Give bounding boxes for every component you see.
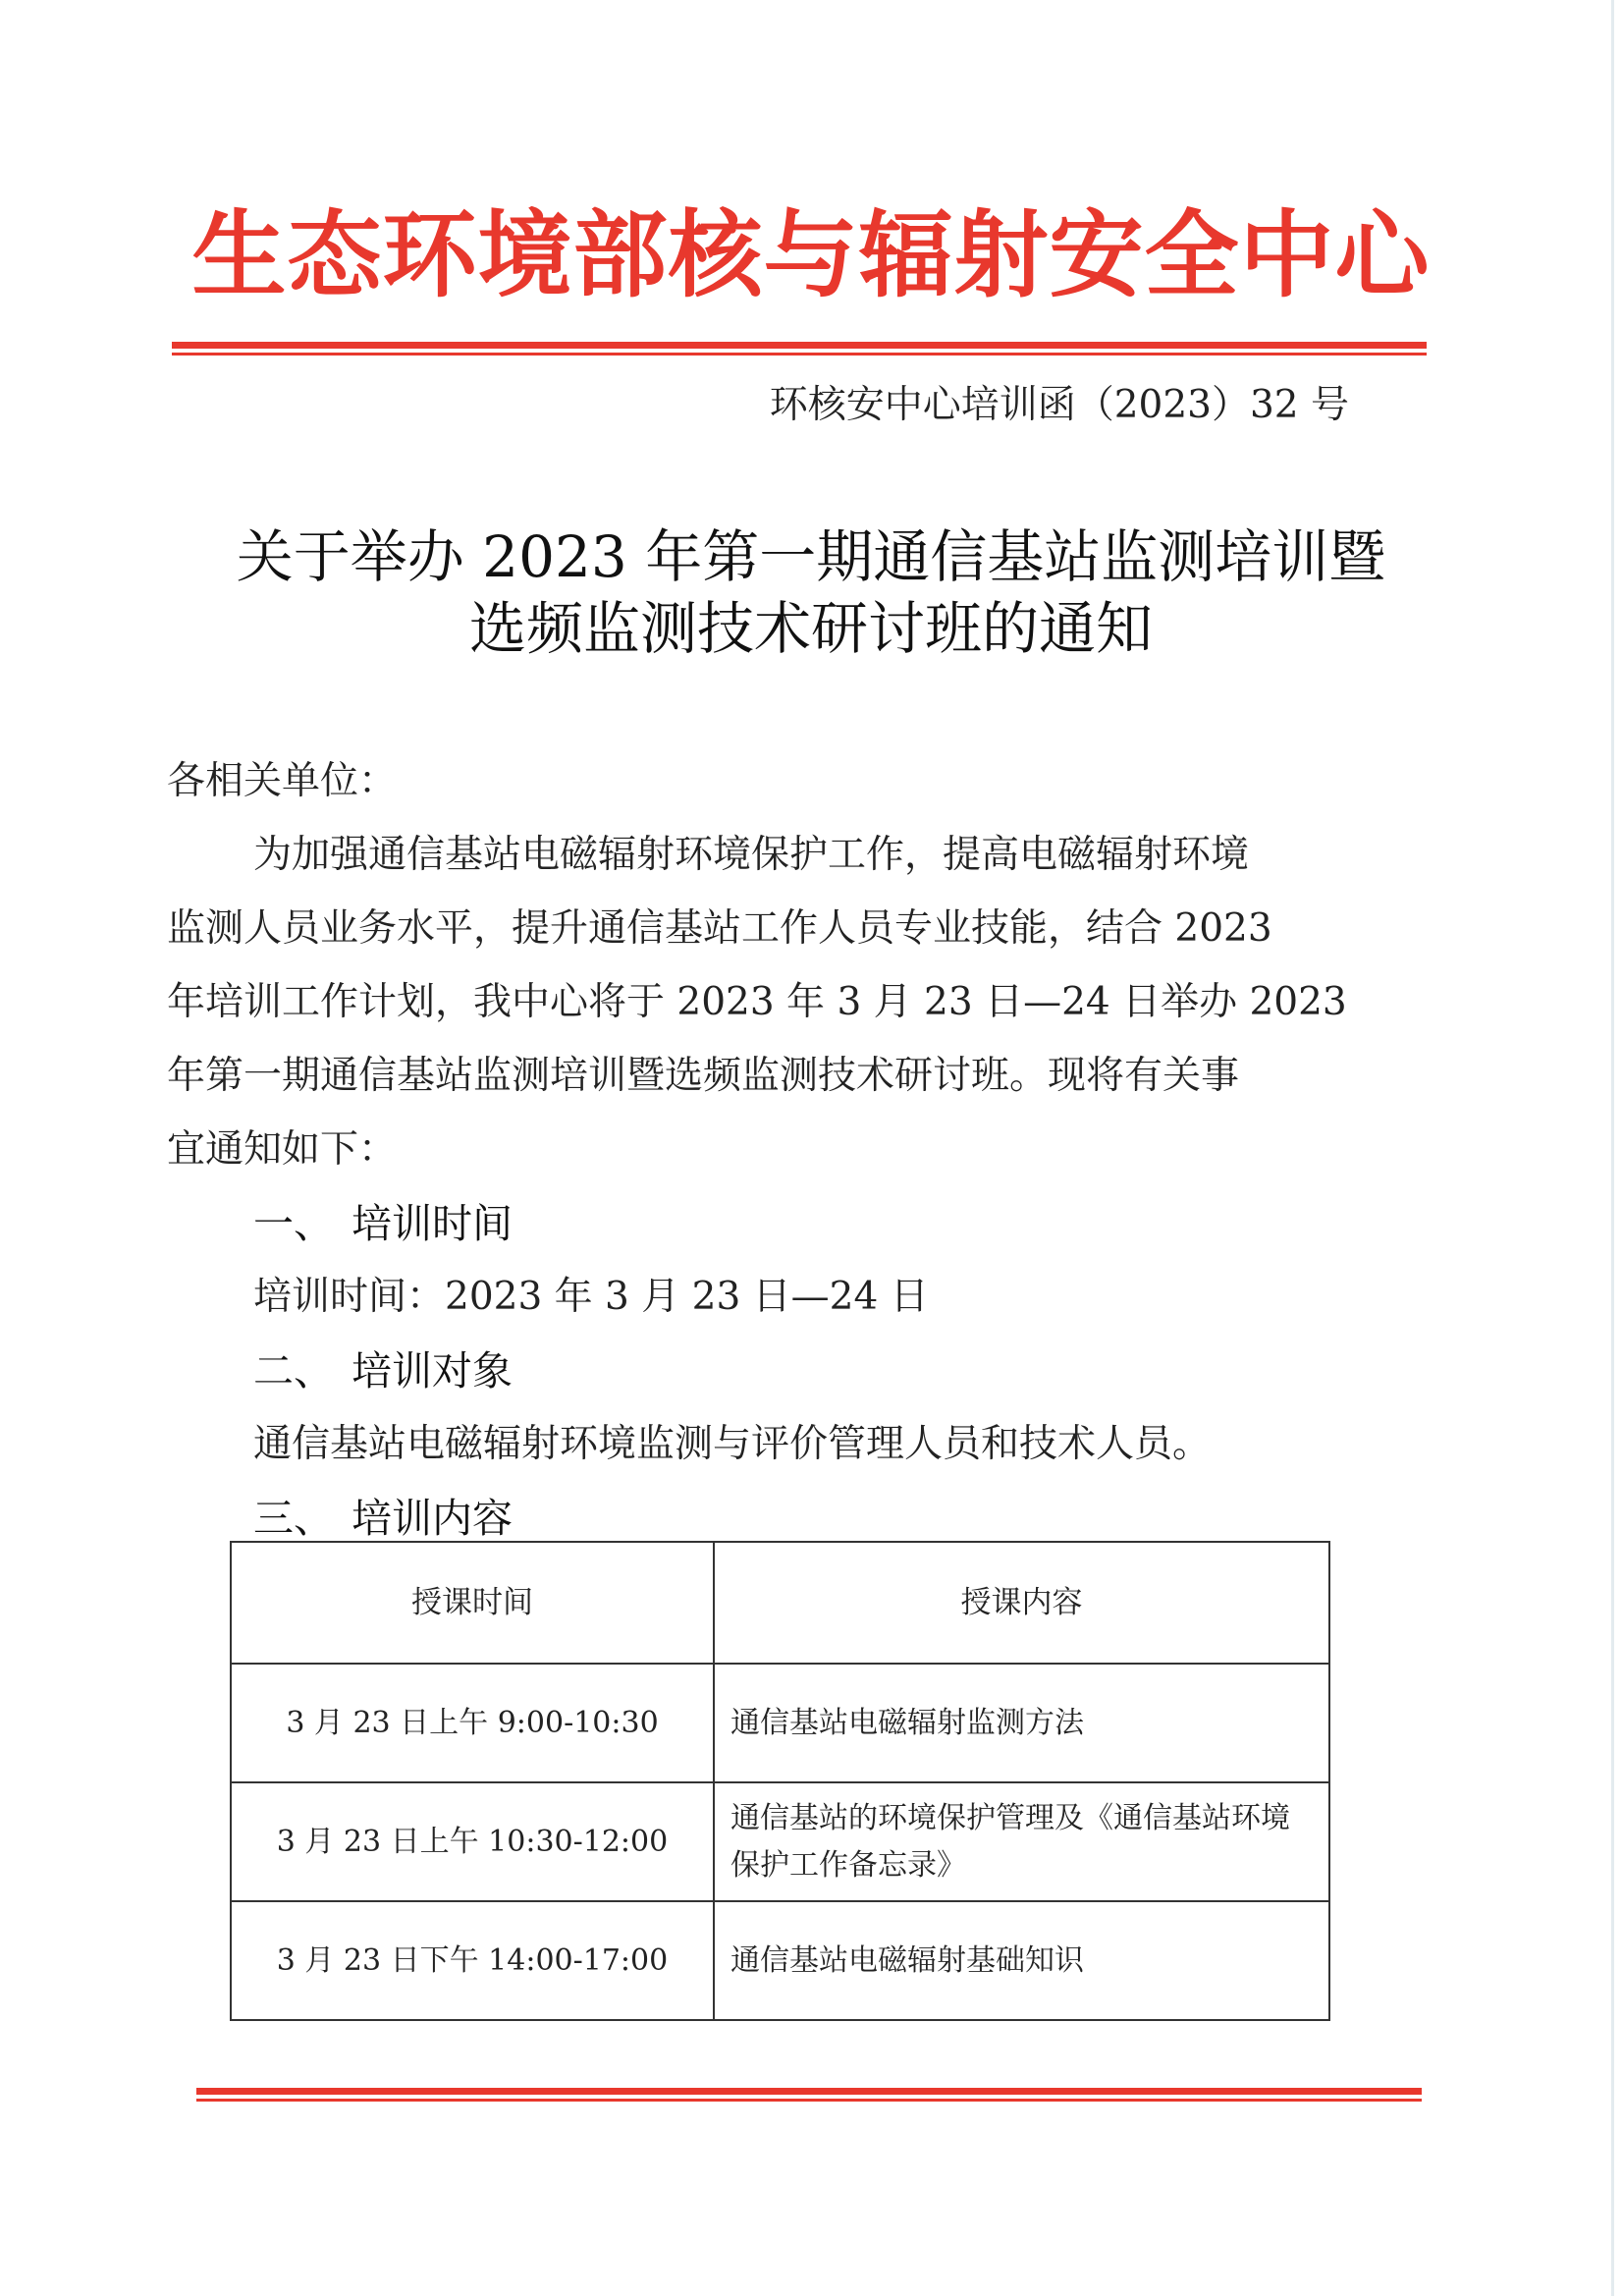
section-number: 二、 — [253, 1347, 334, 1394]
section-heading-2 — [253, 1346, 513, 1395]
table-header-content: 授课内容 — [714, 1542, 1329, 1664]
section-number: 一、 — [253, 1200, 334, 1247]
intro-line-4: 年第一期通信基站监测培训暨选频监测技术研讨班。现将有关事 — [167, 1054, 1240, 1098]
section-1-text: 培训时间：2023 年 3 月 23 日—24 日 — [253, 1275, 929, 1319]
table-cell-time: 3 月 23 日上午 10:30-12:00 — [231, 1782, 714, 1901]
section-number: 三、 — [253, 1495, 334, 1542]
document-number: 环核安中心培训函（2023）32 号 — [769, 383, 1349, 427]
table-row — [231, 1901, 1329, 2020]
intro-line-3: 年培训工作计划，我中心将于 2023 年 3 月 23 日—24 日举办 2023 — [167, 980, 1347, 1024]
header-red-rule — [172, 342, 1427, 356]
section-title: 培训内容 — [351, 1495, 513, 1542]
table-cell-time: 3 月 23 日上午 9:00-10:30 — [231, 1664, 714, 1782]
schedule-table — [230, 1541, 1330, 2021]
section-heading-1 — [253, 1199, 513, 1248]
table-cell-content: 通信基站电磁辐射基础知识 — [714, 1901, 1329, 2020]
salutation: 各相关单位： — [167, 759, 398, 803]
table-cell-content: 通信基站电磁辐射监测方法 — [714, 1664, 1329, 1782]
section-2-text: 通信基站电磁辐射环境监测与评价管理人员和技术人员。 — [253, 1422, 1212, 1466]
intro-line-1: 为加强通信基站电磁辐射环境保护工作，提高电磁辐射环境 — [253, 833, 1250, 877]
table-row — [231, 1664, 1329, 1782]
document-title-line-1: 关于举办 2023 年第一期通信基站监测培训暨 — [236, 523, 1386, 590]
intro-line-2: 监测人员业务水平，提升通信基站工作人员专业技能，结合 2023 — [167, 906, 1272, 951]
table-cell-content: 通信基站的环境保护管理及《通信基站环境保护工作备忘录》 — [714, 1782, 1329, 1901]
section-title: 培训时间 — [351, 1200, 513, 1247]
page-edge — [1611, 0, 1614, 2296]
document-title-line-2: 选频监测技术研讨班的通知 — [468, 595, 1153, 662]
table-header-row — [231, 1542, 1329, 1664]
organization-header: 生态环境部核与辐射安全中心 — [191, 200, 1431, 310]
section-title: 培训对象 — [351, 1347, 513, 1394]
intro-line-5: 宜通知如下： — [167, 1127, 398, 1172]
table-cell-time: 3 月 23 日下午 14:00-17:00 — [231, 1901, 714, 2020]
table-row — [231, 1782, 1329, 1901]
table-header-time: 授课时间 — [231, 1542, 714, 1664]
section-heading-3 — [253, 1494, 513, 1543]
footer-red-rule — [196, 2088, 1422, 2103]
